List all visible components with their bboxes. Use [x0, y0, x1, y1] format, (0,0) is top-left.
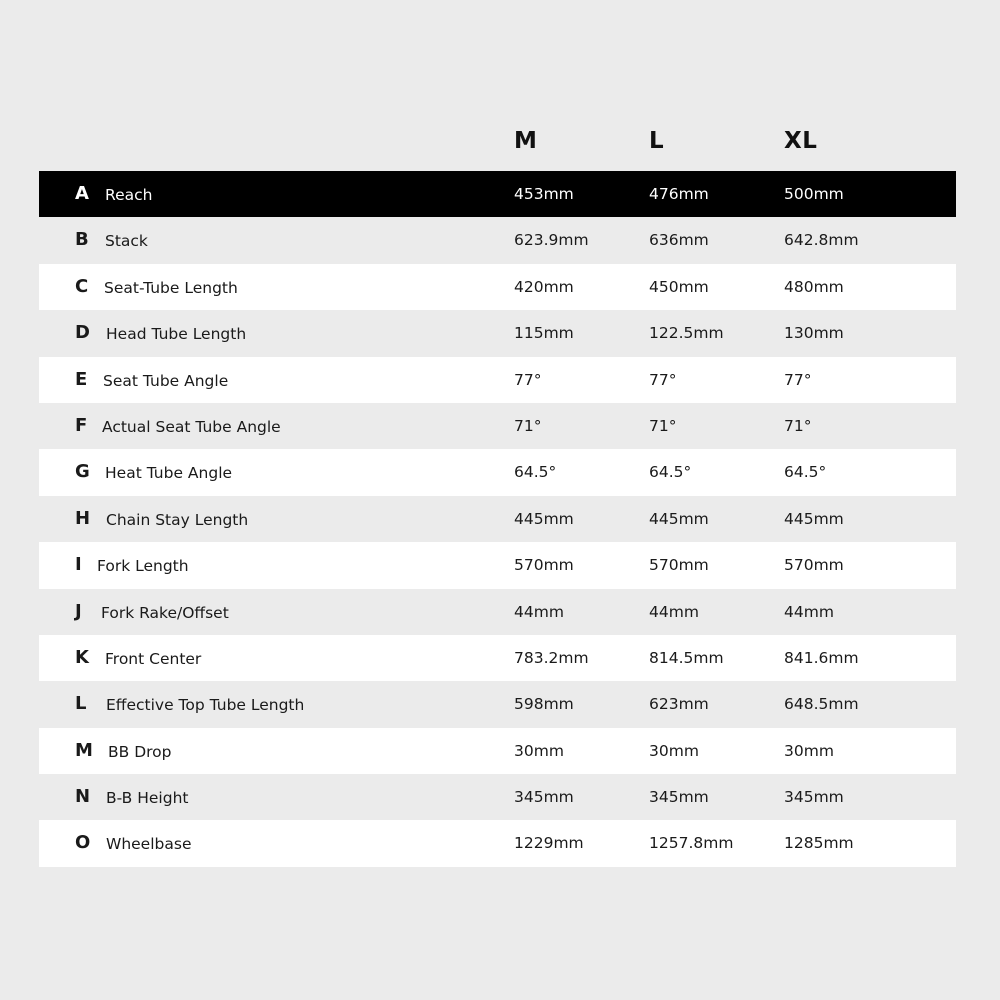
value-xl: 44mm — [784, 602, 834, 621]
row-letter: J — [75, 600, 82, 622]
row-letter: D — [75, 322, 90, 344]
row-label: Head Tube Length — [106, 325, 247, 344]
value-xl: 642.8mm — [784, 231, 859, 250]
table-row-seat-tube-angle — [39, 357, 956, 403]
value-m: 77° — [514, 370, 542, 389]
row-letter: B — [75, 229, 89, 251]
row-letter: L — [75, 693, 87, 715]
value-m: 623.9mm — [514, 231, 589, 250]
value-m: 30mm — [514, 741, 564, 760]
value-m: 420mm — [514, 277, 574, 296]
geometry-table — [39, 171, 956, 867]
value-m: 71° — [514, 416, 542, 435]
value-l: 44mm — [649, 602, 699, 621]
value-m: 1229mm — [514, 834, 584, 853]
value-xl: 841.6mm — [784, 648, 859, 667]
value-l: 570mm — [649, 556, 709, 575]
value-xl: 500mm — [784, 185, 844, 203]
row-letter: H — [75, 507, 91, 529]
size-heading-xl: XL — [784, 128, 818, 154]
row-letter: A — [75, 183, 89, 204]
row-letter: C — [75, 275, 89, 297]
value-xl: 345mm — [784, 788, 844, 807]
value-xl: 1285mm — [784, 834, 854, 853]
value-xl: 130mm — [784, 324, 844, 343]
value-l: 476mm — [649, 185, 709, 203]
table-row-stack — [39, 217, 956, 263]
row-label: Heat Tube Angle — [105, 464, 233, 483]
value-l: 30mm — [649, 741, 699, 760]
value-l: 122.5mm — [649, 324, 724, 343]
value-m: 570mm — [514, 556, 574, 575]
size-heading-m: M — [514, 128, 538, 154]
value-xl: 480mm — [784, 277, 844, 296]
value-m: 598mm — [514, 695, 574, 714]
value-l: 1257.8mm — [649, 834, 734, 853]
table-row-seat-tube-length — [39, 264, 956, 310]
table-row-chain-stay-length — [39, 496, 956, 542]
row-label: Effective Top Tube Length — [106, 696, 305, 715]
table-row-wheelbase — [39, 820, 956, 866]
value-l: 636mm — [649, 231, 709, 250]
value-xl: 30mm — [784, 741, 834, 760]
value-m: 783.2mm — [514, 648, 589, 667]
table-row-actual-seat-tube-angle — [39, 403, 956, 449]
row-letter: K — [75, 646, 89, 668]
row-label: Seat-Tube Length — [104, 278, 238, 297]
table-row-fork-rake-offset — [39, 589, 956, 635]
value-xl: 445mm — [784, 509, 844, 528]
value-m: 345mm — [514, 788, 574, 807]
table-row-heat-tube-angle — [39, 449, 956, 495]
row-letter: N — [75, 786, 91, 808]
table-row-effective-top-tube-length — [39, 681, 956, 727]
row-label: B-B Height — [106, 789, 189, 808]
value-xl: 648.5mm — [784, 695, 859, 714]
value-m: 445mm — [514, 509, 574, 528]
value-l: 64.5° — [649, 463, 692, 482]
row-letter: O — [75, 832, 91, 854]
table-row-head-tube-length — [39, 310, 956, 356]
table-row-bb-drop — [39, 728, 956, 774]
row-label: Wheelbase — [106, 835, 192, 854]
row-label: BB Drop — [108, 742, 172, 761]
row-label: Reach — [105, 186, 153, 204]
row-label: Chain Stay Length — [106, 510, 249, 529]
value-l: 77° — [649, 370, 677, 389]
table-row-reach — [39, 171, 956, 217]
value-l: 445mm — [649, 509, 709, 528]
table-row-front-center — [39, 635, 956, 681]
value-xl: 71° — [784, 416, 812, 435]
row-letter: F — [75, 414, 88, 436]
value-l: 71° — [649, 416, 677, 435]
value-l: 450mm — [649, 277, 709, 296]
value-l: 623mm — [649, 695, 709, 714]
size-heading-l: L — [649, 128, 665, 154]
row-label: Seat Tube Angle — [103, 371, 229, 390]
table-row-fork-length — [39, 542, 956, 588]
value-xl: 570mm — [784, 556, 844, 575]
row-label: Actual Seat Tube Angle — [102, 417, 281, 436]
value-m: 44mm — [514, 602, 564, 621]
row-letter: E — [75, 368, 88, 390]
value-l: 345mm — [649, 788, 709, 807]
value-xl: 64.5° — [784, 463, 827, 482]
row-label: Front Center — [105, 649, 202, 668]
value-l: 814.5mm — [649, 648, 724, 667]
row-label: Fork Length — [97, 557, 189, 576]
row-label: Stack — [105, 232, 148, 251]
table-row-bb-height — [39, 774, 956, 820]
row-label: Fork Rake/Offset — [101, 603, 229, 622]
value-m: 453mm — [514, 185, 574, 203]
row-letter: M — [75, 739, 93, 761]
value-xl: 77° — [784, 370, 812, 389]
value-m: 115mm — [514, 324, 574, 343]
row-letter: G — [75, 461, 90, 483]
value-m: 64.5° — [514, 463, 557, 482]
size-header-row — [0, 128, 1000, 162]
row-letter: I — [75, 554, 82, 576]
